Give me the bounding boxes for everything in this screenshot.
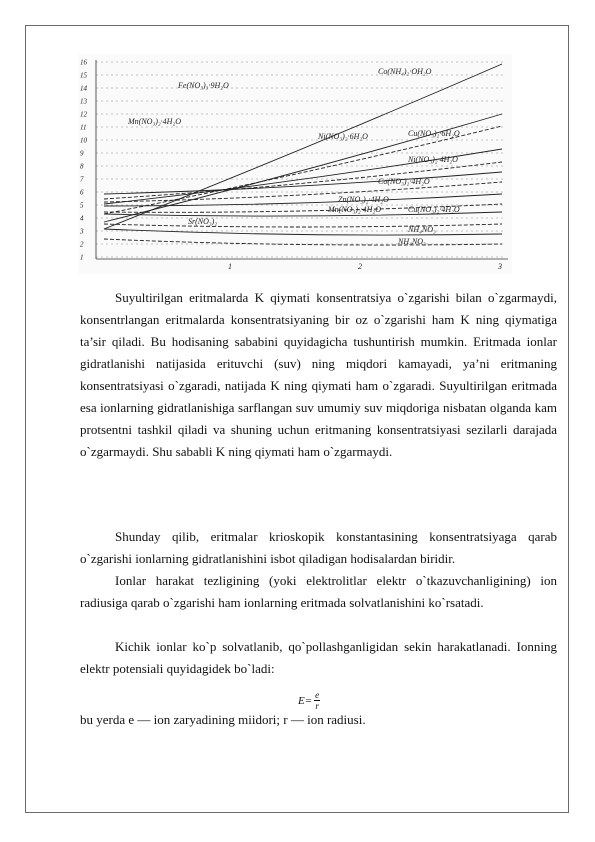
curve-label: Cu(NO₃)₂·4H₂O <box>408 205 460 214</box>
paragraph-3-text: Ionlar harakat tezligining (yoki elektrolitlar elektr o`tkazuvchanligining) ion radiusiga qarab o`zgarishi ham ionlarning eritmada solvatlanishini ko`rsatadi. <box>80 573 557 610</box>
curve-label: Co(NH₄)₂·OH₂O <box>378 67 432 76</box>
curve-label: NH₄NO₃ <box>398 237 426 246</box>
paragraph-4 <box>80 636 557 680</box>
paragraph-5 <box>80 709 557 731</box>
formula-fraction <box>314 690 320 711</box>
y-tick-label: 1 <box>80 253 84 262</box>
y-tick-label: 16 <box>80 58 87 67</box>
curve-label: Mn(NO₃)₂·4H₂O <box>328 205 382 214</box>
y-tick-label: 8 <box>80 162 84 171</box>
y-tick-label: 14 <box>80 84 87 93</box>
cryoscopic-constant-chart <box>78 54 512 274</box>
y-tick-label: 15 <box>80 71 87 80</box>
y-tick-label: 3 <box>80 227 84 236</box>
paragraph-2 <box>80 526 557 570</box>
y-tick-label: 11 <box>80 123 87 132</box>
chart-svg <box>78 54 512 274</box>
y-tick-label: 6 <box>80 188 84 197</box>
y-tick-label: 9 <box>80 149 84 158</box>
paragraph-4-text: Kichik ionlar ko`p solvatlanib, qo`pollashganligidan sekin harakatlanadi. Ionning elektr potensiali quyidagidek bo`ladi: <box>80 639 557 676</box>
formula-lhs: E= <box>298 694 313 707</box>
curve-label: Cu(NO₃)₂·6H₂O <box>408 129 460 138</box>
y-tick-label: 4 <box>80 214 84 223</box>
y-tick-label: 2 <box>80 240 84 249</box>
y-tick-label: 10 <box>80 136 87 145</box>
curve-label: Fe(NO₃)₃·9H₂O <box>178 81 229 90</box>
paragraph-2-text: Shunday qilib, eritmalar krioskopik konstantasining konsentratsiyaga qarab o`zgarishi ionlarning gidratlanishini isbot qiladigan hodisalardan biridir. <box>80 529 557 566</box>
formula-numerator: e <box>315 690 320 700</box>
y-tick-label: 7 <box>80 175 84 184</box>
x-tick-label: 2 <box>358 262 362 271</box>
paragraph-1-text: Suyultirilgan eritmalarda K qiymati konsentratsiya o`zgarishi bilan o`zgarmaydi, konsentrlangan eritmalarda konsentratsiyaning bir oz o`zgarishi ham K ning qiymatiga ta’sir qiladi. Bu hodisaning sababini quyidagicha tushuntirish mumkin. Eritmada ionlar gidratlanishi natijasida erituvchi (suv) ning miqdori kamayadi, ya’ni eritmaning konsentratsiyasi o`zgaradi, natijada K ning qiymati ham o`zgaradi. Suyultirilgan eritmada esa ionlarning gidratlanishiga sarflangan suv umumiy suv miqdoriga nisbatan olganda kam protsentni tashkil qiladi va shuning uchun eritmaning konsentratsiyasi sezilarli darajada o`zgarmaydi. Shu sababli K ning qiymati ham o`zgarmaydi. <box>80 290 557 459</box>
paragraph-5-text: bu yerda e — ion zaryadining miidori; r — ion radiusi. <box>80 712 366 727</box>
curve-label: Ni(NO₃)₂·6H₂O <box>318 132 368 141</box>
curve-label: NH₄NO₃ <box>408 225 436 234</box>
curve-label: Co(NO₃)₂·4H₂O <box>378 177 430 186</box>
curve-label: Mn(NO₃)₂·4H₂O <box>128 117 182 126</box>
formula-denominator: r <box>315 701 319 711</box>
curve-label: Zn(NO₃)₂·4H₂O <box>338 195 389 204</box>
y-tick-label: 13 <box>80 97 87 106</box>
y-tick-label: 5 <box>80 201 84 210</box>
curve-label: Ni(NO₃)₂·4H₂O <box>408 155 458 164</box>
curve-label: Sr(NO₃)₂ <box>188 217 218 226</box>
x-tick-label: 3 <box>498 262 502 271</box>
paragraph-1 <box>80 287 557 463</box>
y-tick-label: 12 <box>80 110 87 119</box>
paragraph-3 <box>80 570 557 614</box>
x-tick-label: 1 <box>228 262 232 271</box>
potential-formula <box>298 690 320 711</box>
